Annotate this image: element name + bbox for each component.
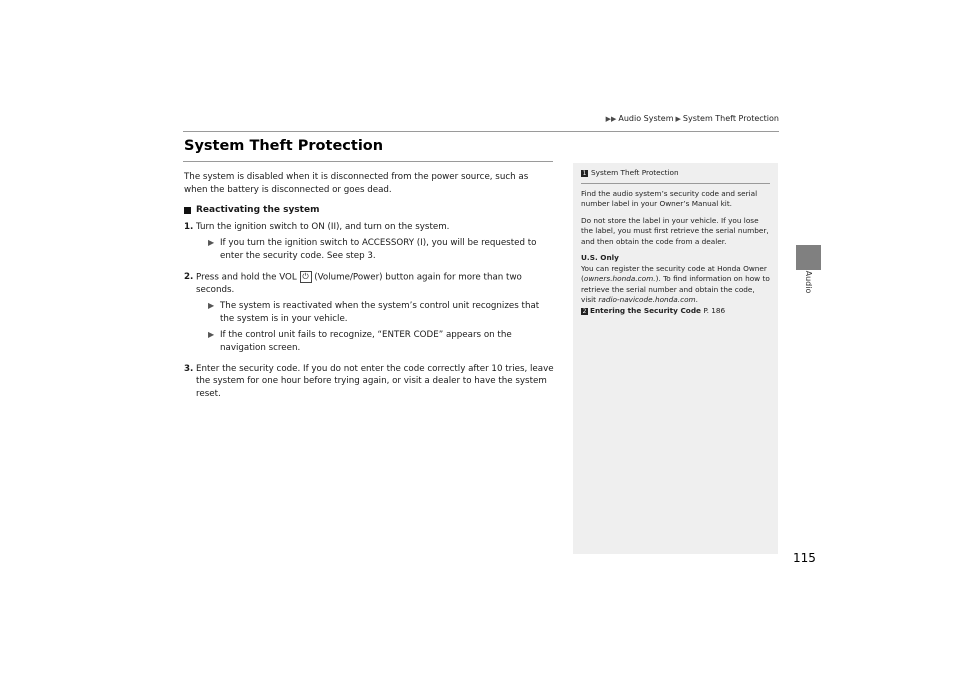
intro-paragraph: The system is disabled when it is disconnected from the power source, such as when the battery is disconnected or goes dead. [184,172,529,195]
sidebar-paragraph: Do not store the label in your vehicle. If you lose the label, you must first retrieve the serial number, and then obtain the code from a dealer. [581,215,769,246]
step-text: Turn the ignition switch to ON (II), and turn on the system. [196,221,450,232]
step-note [208,300,554,325]
step-text-after: (Volume/Power) button again for more than two seconds. [196,272,522,295]
main-content [184,171,554,404]
register-text: ). To find information on how to retrieve the serial number and obtain the code, visit [581,274,770,304]
square-bullet-icon [184,207,191,214]
step-text: Enter the security code. If you do not enter the code correctly after 10 tries, leave the system for one hour before trying again, or visit a dealer to have the system reset. [196,363,554,399]
breadcrumb-item-audio-system[interactable]: Audio System [618,114,674,123]
navicode-link[interactable]: radio-navicode.honda.com [598,295,696,304]
step-1 [184,221,554,267]
sidebar-title [581,168,770,184]
reference-title[interactable]: Entering the Security Code [590,305,701,315]
sidebar-paragraph: Find the audio system’s security code and serial number label in your Owner’s Manual kit. [581,188,758,208]
step-3 [184,363,554,401]
owners-link[interactable]: owners.honda.com. [583,274,656,283]
step-2 [184,271,554,359]
step-note-text: If the control unit fails to recognize, “ENTER CODE” appears on the navigation screen. [220,330,512,354]
header-divider [183,131,779,132]
sidebar-note [573,163,778,554]
step-number: 3. [184,363,194,374]
reference-arrow-icon: 2 [582,307,587,315]
step-number: 2. [184,271,194,282]
us-only-label: U.S. Only [581,253,619,262]
title-divider [183,161,553,162]
arrow-right-icon: ▶ [208,238,215,248]
step-note [208,237,554,262]
step-note [208,329,554,354]
step-note-text: The system is reactivated when the system’s control unit recognizes that the system is in your vehicle. [220,301,540,324]
page-title: System Theft Protection [184,138,384,154]
arrow-right-icon: ▶ [208,301,215,311]
breadcrumb-item-current: System Theft Protection [682,114,779,123]
section-tab-label: Audio [804,270,813,294]
page-number: 115 [793,551,816,565]
step-note-text: If you turn the ignition switch to ACCESSORY (I), you will be requested to enter the security code. See step 3. [220,238,537,261]
register-text: . [695,295,698,304]
step-text-before: Press and hold the VOL [196,272,297,283]
breadcrumb [606,114,779,123]
sidebar-us-only [581,253,770,264]
arrow-right-icon: ▶ [208,330,215,340]
step-number: 1. [184,221,194,232]
reference-page: P. 186 [703,305,726,315]
sidebar-paragraph-register [581,264,770,306]
register-text: You can register the security code at Honda Owner ( [581,263,767,283]
cross-reference[interactable] [581,306,770,317]
section-heading [184,204,554,217]
sidebar-title-text: System Theft Protection [591,168,679,177]
power-icon: ⏻ [300,271,312,283]
section-heading-text: Reactivating the system [196,205,320,216]
breadcrumb-arrow-icon: ▶ [675,114,681,123]
note-marker-icon: 1 [582,169,587,177]
breadcrumb-arrow-icon: ▶▶ [605,114,617,123]
